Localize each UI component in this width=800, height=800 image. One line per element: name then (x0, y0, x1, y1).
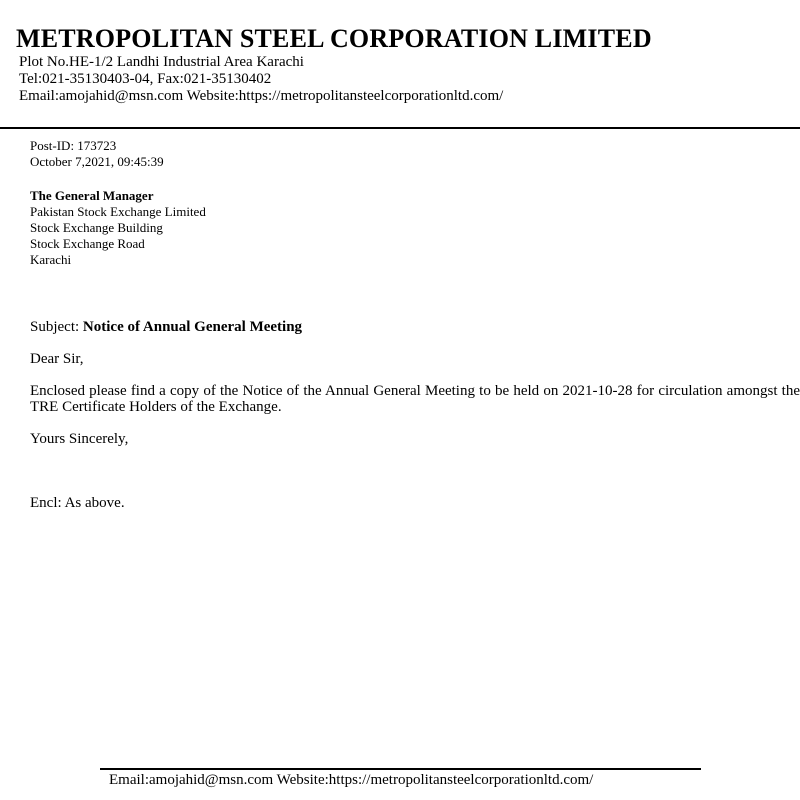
company-name: METROPOLITAN STEEL CORPORATION LIMITED (16, 24, 652, 53)
salutation: Dear Sir, (30, 351, 84, 367)
recipient-line-1: Pakistan Stock Exchange Limited (30, 204, 206, 219)
footer-divider (100, 768, 701, 770)
company-address: Plot No.HE-1/2 Landhi Industrial Area Karachi (19, 54, 304, 70)
recipient-line-4: Karachi (30, 252, 72, 267)
footer-email-website: Email:amojahid@msn.com Website:https://metropolitansteelcorporationltd.com/ (109, 772, 594, 788)
recipient-line-3: Stock Exchange Road (30, 236, 145, 251)
enclosure-note: Encl: As above. (30, 495, 125, 511)
post-id: Post-ID: 173723 (30, 138, 117, 153)
letter-body: Enclosed please find a copy of the Notice of the Annual General Meeting to be held on 2021-10-28 for circulation amongst the TRE Certificate Holders of the Exchange. (30, 383, 800, 415)
recipient-name: The General Manager (30, 188, 154, 203)
subject-line (30, 319, 302, 335)
closing: Yours Sincerely, (30, 431, 129, 447)
subject-label: Subject: (30, 319, 80, 335)
header-divider (0, 127, 800, 129)
company-contact: Tel:021-35130403-04, Fax:021-35130402 (19, 71, 272, 87)
subject-value: Notice of Annual General Meeting (82, 319, 303, 335)
post-date: October 7,2021, 09:45:39 (30, 154, 164, 169)
company-email-website: Email:amojahid@msn.com Website:https://metropolitansteelcorporationltd.com/ (19, 88, 504, 104)
recipient-line-2: Stock Exchange Building (30, 220, 163, 235)
